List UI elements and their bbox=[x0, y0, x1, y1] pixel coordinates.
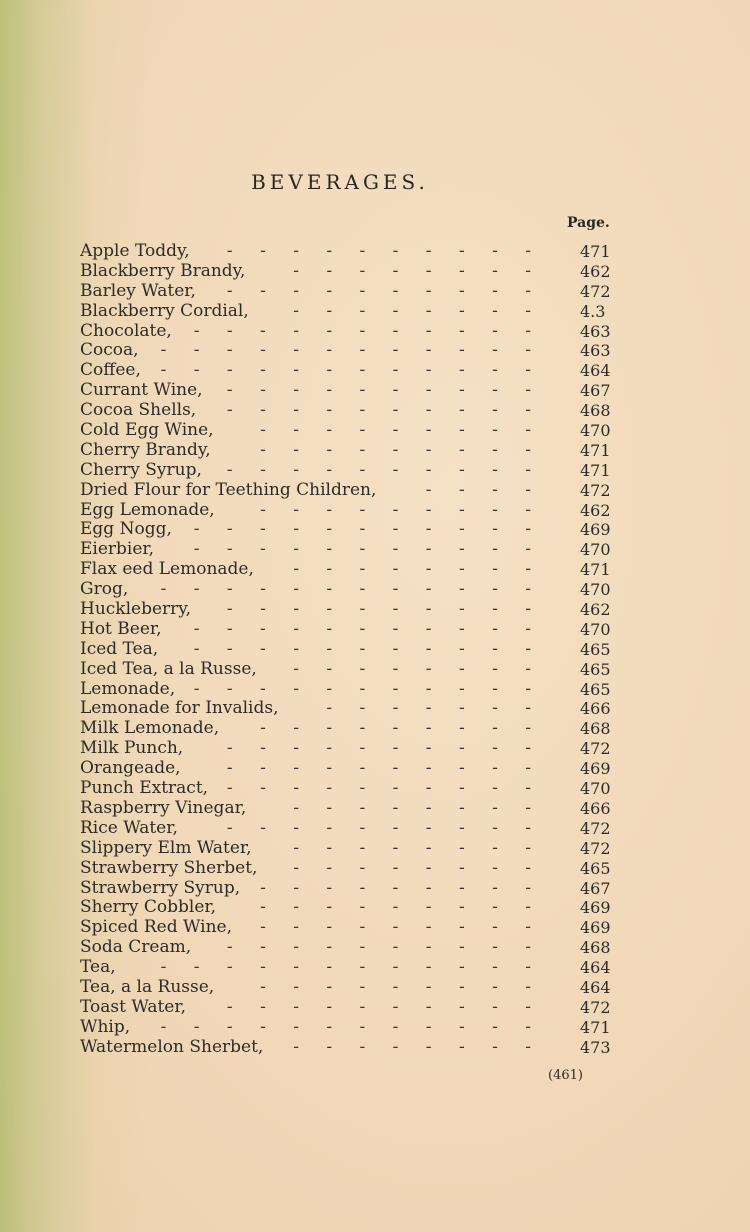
entry-page-number: 472 bbox=[580, 997, 611, 1017]
index-entries bbox=[80, 242, 550, 1058]
entry-name: Cocoa Shells, bbox=[80, 401, 197, 421]
dot-leader: - - - - - - - - - - - - bbox=[160, 341, 542, 361]
entry-name: Huckleberry, bbox=[80, 600, 192, 620]
entry-name: Watermelon Sherbet, bbox=[80, 1037, 264, 1057]
dot-leader: - - - - - - - - bbox=[293, 798, 542, 818]
index-entry bbox=[80, 441, 550, 461]
index-entry bbox=[80, 998, 550, 1018]
entry-page-number: 471 bbox=[580, 560, 611, 580]
dot-leader: - - - - - - - - bbox=[293, 858, 542, 878]
index-entry bbox=[80, 719, 550, 739]
dot-leader: - - - - - - - - - bbox=[260, 918, 542, 938]
index-entry bbox=[80, 958, 550, 978]
index-entry bbox=[80, 520, 550, 540]
page-numbers-column bbox=[580, 242, 630, 1058]
dot-leader: - - - - - - - - - - bbox=[226, 779, 542, 799]
dot-leader: - - - - - - - - - - bbox=[226, 997, 542, 1017]
index-entry bbox=[80, 322, 550, 342]
entry-name: Strawberry Syrup, bbox=[80, 878, 241, 898]
entry-name: Blackberry Cordial, bbox=[80, 301, 249, 321]
entry-page-number: 462 bbox=[580, 600, 611, 620]
index-entry bbox=[80, 918, 550, 938]
page-column-header: Page. bbox=[567, 215, 610, 231]
entry-page-number: 463 bbox=[580, 321, 611, 341]
entry-name: Flax eed Lemonade, bbox=[80, 560, 254, 580]
entry-page-number: 462 bbox=[580, 261, 611, 281]
entry-name: Strawberry Sherbet, bbox=[80, 858, 258, 878]
entry-page-number: 465 bbox=[580, 858, 611, 878]
entry-name: Lemonade, bbox=[80, 679, 176, 699]
entry-page-number: 471 bbox=[580, 440, 611, 460]
index-entry bbox=[80, 401, 550, 421]
entry-page-number: 472 bbox=[580, 480, 611, 500]
dot-leader: - - - - - - - - bbox=[293, 560, 542, 580]
dot-leader: - - - - - - - - - - bbox=[226, 739, 542, 759]
index-entry bbox=[80, 361, 550, 381]
entry-page-number: 470 bbox=[580, 779, 611, 799]
dot-leader: - - - - - - - - bbox=[293, 838, 542, 858]
entry-name: Dried Flour for Teething Children, bbox=[80, 480, 377, 500]
dot-leader: - - - - - - - - - - bbox=[226, 759, 542, 779]
dot-leader: - - - - - - - - bbox=[293, 301, 542, 321]
dot-leader: - - - - - - - - - - bbox=[226, 460, 542, 480]
dot-leader: - - - - - - - - - - bbox=[226, 242, 542, 261]
entry-name: Rice Water, bbox=[80, 818, 178, 838]
dot-leader: - - - - - - - - - - bbox=[226, 600, 542, 620]
entry-page-number: 470 bbox=[580, 619, 611, 639]
dot-leader: - - - - - - - - - bbox=[260, 719, 542, 739]
entry-page-number: 463 bbox=[580, 341, 611, 361]
index-entry bbox=[80, 1038, 550, 1058]
entry-page-number: 465 bbox=[580, 659, 611, 679]
dot-leader: - - - - - - - - - - - - bbox=[160, 958, 542, 978]
entry-page-number: 466 bbox=[580, 798, 611, 818]
index-entry bbox=[80, 660, 550, 680]
entry-name: Iced Tea, bbox=[80, 639, 159, 659]
index-entry bbox=[80, 600, 550, 620]
page-title: BEVERAGES. bbox=[251, 170, 429, 194]
entry-name: Hot Beer, bbox=[80, 619, 162, 639]
entry-name: Slippery Elm Water, bbox=[80, 838, 252, 858]
entry-name: Cherry Brandy, bbox=[80, 440, 211, 460]
entry-name: Barley Water, bbox=[80, 281, 196, 301]
entry-name: Iced Tea, a la Russe, bbox=[80, 659, 257, 679]
entry-name: Egg Lemonade, bbox=[80, 500, 215, 520]
dot-leader: - - - - - - - - - - bbox=[226, 818, 542, 838]
entry-name: Sherry Cobbler, bbox=[80, 898, 217, 918]
dot-leader: - - - - - - - - bbox=[293, 261, 542, 281]
dot-leader: - - - - - - - - - - - bbox=[193, 540, 542, 560]
entry-name: Cocoa, bbox=[80, 341, 139, 361]
entry-page-number: 464 bbox=[580, 958, 611, 978]
entry-page-number: 468 bbox=[580, 719, 611, 739]
entry-page-number: 464 bbox=[580, 977, 611, 997]
index-entry bbox=[80, 938, 550, 958]
entry-name: Currant Wine, bbox=[80, 381, 203, 401]
entry-name: Blackberry Brandy, bbox=[80, 261, 246, 281]
entry-page-number: 470 bbox=[580, 421, 611, 441]
entry-page-number: 469 bbox=[580, 918, 611, 938]
dot-leader: - - - - - - - - - bbox=[260, 898, 542, 918]
dot-leader: - - - - - - - - - - bbox=[226, 381, 542, 401]
entry-page-number: 466 bbox=[580, 699, 611, 719]
dot-leader: - - - - - - - - - bbox=[260, 878, 542, 898]
index-entry bbox=[80, 501, 550, 521]
entry-page-number: 462 bbox=[580, 500, 611, 520]
entry-name: Milk Punch, bbox=[80, 739, 184, 759]
folio-number: (461) bbox=[548, 1068, 583, 1083]
entry-name: Apple Toddy, bbox=[80, 242, 190, 261]
entry-name: Toast Water, bbox=[80, 997, 187, 1017]
dot-leader: - - - - - - - - - - bbox=[226, 401, 542, 421]
entry-name: Spiced Red Wine, bbox=[80, 918, 233, 938]
dot-leader: - - - - - - - - - - - bbox=[193, 321, 542, 341]
entry-name: Grog, bbox=[80, 580, 129, 600]
index-entry bbox=[80, 799, 550, 819]
index-entry bbox=[80, 381, 550, 401]
dot-leader: - - - - - - - - - - - bbox=[193, 679, 542, 699]
entry-page-number: 465 bbox=[580, 639, 611, 659]
entry-name: Orangeade, bbox=[80, 759, 181, 779]
entry-page-number: 465 bbox=[580, 679, 611, 699]
index-entry bbox=[80, 1018, 550, 1038]
entry-name: Tea, a la Russe, bbox=[80, 977, 215, 997]
entry-page-number: 473 bbox=[580, 1037, 611, 1057]
entry-name: Tea, bbox=[80, 958, 116, 978]
dot-leader: - - - - - - - - - - - - bbox=[160, 580, 542, 600]
index-entry bbox=[80, 759, 550, 779]
dot-leader: - - - - - - - - - - - bbox=[193, 639, 542, 659]
index-entry bbox=[80, 898, 550, 918]
dot-leader: - - - - - - - - - - - bbox=[193, 520, 542, 540]
entry-name: Cherry Syrup, bbox=[80, 460, 202, 480]
index-entry bbox=[80, 560, 550, 580]
entry-page-number: 470 bbox=[580, 580, 611, 600]
entry-page-number: 467 bbox=[580, 381, 611, 401]
index-entry bbox=[80, 580, 550, 600]
index-entry bbox=[80, 699, 550, 719]
dot-leader: - - - - - - - - - - - bbox=[193, 619, 542, 639]
dot-leader: - - - - - - - - - bbox=[260, 500, 542, 520]
index-entry bbox=[80, 839, 550, 859]
dot-leader: - - - - - - - - - - - - bbox=[160, 1017, 542, 1037]
index-entry bbox=[80, 819, 550, 839]
index-entry bbox=[80, 461, 550, 481]
index-entry bbox=[80, 421, 550, 441]
entry-name: Coffee, bbox=[80, 361, 141, 381]
dot-leader: - - - - - - - bbox=[326, 699, 542, 719]
index-entry bbox=[80, 739, 550, 759]
dot-leader: - - - - bbox=[425, 480, 542, 500]
entry-page-number: 472 bbox=[580, 818, 611, 838]
entry-page-number: 472 bbox=[580, 281, 611, 301]
entry-page-number: 472 bbox=[580, 739, 611, 759]
index-entry bbox=[80, 640, 550, 660]
entry-page-number: 472 bbox=[580, 838, 611, 858]
index-entry bbox=[80, 680, 550, 700]
entry-name: Punch Extract, bbox=[80, 779, 209, 799]
entry-name: Raspberry Vinegar, bbox=[80, 798, 247, 818]
index-entry bbox=[80, 481, 550, 501]
entry-name: Lemonade for Invalids, bbox=[80, 699, 279, 719]
dot-leader: - - - - - - - - - - bbox=[226, 938, 542, 958]
index-entry bbox=[80, 282, 550, 302]
index-entry bbox=[80, 859, 550, 879]
entry-page-number: 468 bbox=[580, 401, 611, 421]
entry-name: Egg Nogg, bbox=[80, 520, 172, 540]
entry-page-number: 4.3 bbox=[580, 301, 606, 321]
dot-leader: - - - - - - - - - bbox=[260, 421, 542, 441]
entry-page-number: 471 bbox=[580, 242, 611, 261]
entry-name: Cold Egg Wine, bbox=[80, 421, 214, 441]
entry-page-number: 468 bbox=[580, 938, 611, 958]
entry-page-number: 464 bbox=[580, 361, 611, 381]
entry-name: Whip, bbox=[80, 1017, 131, 1037]
entry-page-number: 471 bbox=[580, 460, 611, 480]
dot-leader: - - - - - - - - bbox=[293, 1037, 542, 1057]
entry-page-number: 469 bbox=[580, 759, 611, 779]
entry-page-number: 469 bbox=[580, 520, 611, 540]
index-entry bbox=[80, 978, 550, 998]
entry-page-number: 469 bbox=[580, 898, 611, 918]
index-entry bbox=[80, 620, 550, 640]
entry-name: Soda Cream, bbox=[80, 938, 192, 958]
entry-name: Eierbier, bbox=[80, 540, 155, 560]
dot-leader: - - - - - - - - - bbox=[260, 977, 542, 997]
entry-page-number: 471 bbox=[580, 1017, 611, 1037]
entry-name: Chocolate, bbox=[80, 321, 172, 341]
index-entry bbox=[80, 262, 550, 282]
dot-leader: - - - - - - - - - - bbox=[226, 281, 542, 301]
dot-leader: - - - - - - - - - bbox=[260, 440, 542, 460]
entry-page-number: 467 bbox=[580, 878, 611, 898]
dot-leader: - - - - - - - - bbox=[293, 659, 542, 679]
index-entry bbox=[80, 540, 550, 560]
entry-name: Milk Lemonade, bbox=[80, 719, 220, 739]
entry-page-number: 470 bbox=[580, 540, 611, 560]
dot-leader: - - - - - - - - - - - - bbox=[160, 361, 542, 381]
index-entry bbox=[80, 879, 550, 899]
index-entry bbox=[80, 779, 550, 799]
index-entry bbox=[80, 302, 550, 322]
index-entry bbox=[80, 242, 550, 262]
index-entry bbox=[80, 341, 550, 361]
